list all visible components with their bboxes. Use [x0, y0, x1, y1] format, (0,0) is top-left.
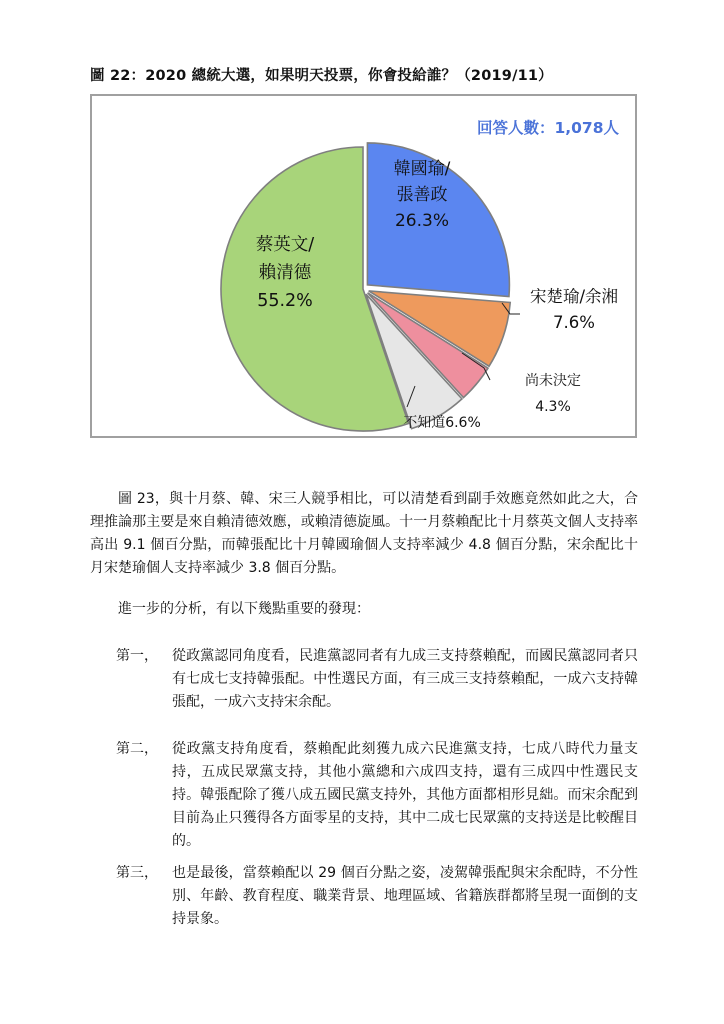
respondents-note: 回答人數：1,078人: [476, 119, 619, 137]
paragraph-figure-23: 圖 23，與十月蔡、韓、宋三人競爭相比，可以清楚看到副手效應竟然如此之大，合理推論那主要是來自賴清德效應，或賴清德旋風。十一月蔡賴配比十月蔡英文個人支持率高出 9.1 個百分點，而韓張配比十月韓國瑜個人支持率減少 4.8 個百分點，宋余配比十月宋楚瑜個人支持率減少 3.8 個百分點。: [90, 491, 638, 576]
slice-5-label-line-1: 蔡英文/: [255, 235, 315, 255]
slice-5-label-line-3: 55.2%: [257, 291, 313, 311]
slice-2-label-line-1: 宋楚瑜/余湘: [529, 287, 619, 306]
slice-3-label-line-1: 尚未決定: [525, 373, 581, 389]
slice-5-label-line-2: 賴清德: [258, 263, 312, 283]
slice-4-label-line-1: 不知道6.6%: [403, 415, 481, 431]
slice-3-label-line-2: 4.3%: [535, 399, 571, 415]
slice-1-label-line-3: 26.3%: [394, 211, 450, 231]
finding-2-body: 從政黨支持角度看，蔡賴配此刻獲九成六民進黨支持，七成八時代力量支持，五成民眾黨支持，其他小黨總和六成四支持，還有三成四中性選民支持。韓張配除了獲八成五國民黨支持外，其他方面都相形見絀。而宋余配到目前為止只獲得各方面零星的支持，其中二成七民眾黨的支持送是比較醒目的。: [172, 741, 638, 849]
finding-2-lead: 第二，: [116, 741, 158, 757]
finding-3-lead: 第三，: [116, 865, 158, 881]
pie-chart: [92, 96, 635, 436]
slice-1-label-line-2: 張善政: [396, 185, 448, 205]
paragraph-findings-intro: 進一步的分析，有以下幾點重要的發現：: [118, 601, 370, 617]
pie-chart-frame: [90, 94, 637, 438]
finding-1-lead: 第一，: [116, 648, 158, 664]
slice-2-label-line-2: 7.6%: [553, 313, 595, 332]
figure-caption: 圖 22：2020 總統大選，如果明天投票，你會投給誰？（2019/11）: [90, 68, 553, 84]
slice-1-label-line-1: 韓國瑜/: [393, 159, 451, 179]
finding-1-body: 從政黨認同角度看，民進黨認同者有九成三支持蔡賴配，而國民黨認同者只有七成七支持韓張配。中性選民方面，有三成三支持蔡賴配，一成六支持韓張配，一成六支持宋余配。: [172, 648, 638, 710]
finding-3-body: 也是最後，當蔡賴配以 29 個百分點之姿，凌駕韓張配與宋余配時，不分性別、年齡、教育程度、職業背景、地理區域、省籍族群都將呈現一面倒的支持景象。: [172, 865, 638, 927]
